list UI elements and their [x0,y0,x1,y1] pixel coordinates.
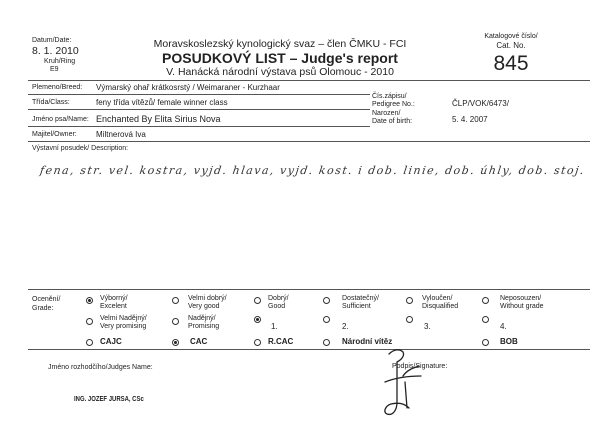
placement-2-radio[interactable] [323,316,330,323]
judge-stamp: ING. JOZEF JURSA, CSc [74,396,144,403]
title-cajc-label: CAJC [100,337,122,346]
class-label: Třída/Class: [32,99,70,106]
placement-3-label: 3. [424,322,431,331]
name-underline [28,126,370,127]
birth-label: Narozen/ [372,110,401,117]
grade-good-radio[interactable] [254,297,261,304]
pedigree-value: ČLP/VOK/6473/ [452,99,509,108]
signature-mark [375,342,435,422]
grade-excellent-en: Excelent [100,303,127,310]
placement-1-radio[interactable] [254,316,261,323]
very-promising-radio[interactable] [86,318,93,325]
title-bob-label: BOB [500,337,518,346]
grade-disqualified-radio[interactable] [406,297,413,304]
catalog-label-cz: Katalogové číslo/ [484,33,538,40]
breed-value: Výmarský ohař krátkosrstý / Weimaraner - Kurzhaar [96,83,280,92]
document-title: POSUDKOVÝ LIST – Judge's report [162,50,398,66]
ring-value: E9 [50,66,59,73]
grade-without-en: Without grade [500,303,544,310]
placement-4-label: 4. [500,322,507,331]
grade-without-radio[interactable] [482,297,489,304]
catalog-label-en: Cat. No. [496,41,526,50]
grade-sufficient-radio[interactable] [323,297,330,304]
placement-1-label: 1. [271,322,278,331]
birth-label-en: Date of birth: [372,118,413,125]
promising-cz: Nadějný/ [188,315,216,322]
title-rcac-radio[interactable] [254,339,261,346]
description-label: Výstavní posudek/ Description: [32,145,129,152]
title-national-winner-label: Národní vítěz [342,337,393,346]
grade-good-cz: Dobrý/ [268,295,289,302]
grade-very-good-cz: Velmi dobrý/ [188,295,227,302]
title-rcac-label: R.CAC [268,337,294,346]
date-value: 8. 1. 2010 [32,45,79,57]
owner-value: Miltnerová Iva [96,130,146,139]
grade-excellent-radio[interactable] [86,297,93,304]
title-cajc-radio[interactable] [86,339,93,346]
grade-label-en: Grade: [32,305,54,312]
very-promising-en: Very promising [100,323,147,330]
title-cac-label: CAC [190,337,208,346]
header-divider [28,80,590,81]
birth-value: 5. 4. 2007 [452,115,488,124]
pedigree-label: Pedigree No.: [372,101,415,108]
placement-3-radio[interactable] [406,316,413,323]
promising-radio[interactable] [172,318,179,325]
handwritten-description: fena, str. vel. kostra, vyjd. hlava, vyjd. kost. i dob. linie, dob. úhly, dob. stoj. [39,164,586,177]
breed-underline [28,94,370,95]
judge-name-label: Jméno rozhodčího/Judges Name: [48,364,153,371]
title-national-winner-radio[interactable] [323,339,330,346]
description-divider [28,289,590,290]
title-cac-radio[interactable] [172,339,179,346]
grade-label-cz: Ocenění/ [32,296,61,303]
class-underline [28,109,370,110]
organization-line: Moravskoslezský kynologický svaz – člen ČMKU - FCI [153,38,407,50]
grade-disqualified-en: Disqualified [422,303,459,310]
catalog-number: 845 [493,52,529,75]
date-label: Datum/Date: [32,37,72,44]
grade-excellent-cz: Výborný/ [100,295,128,302]
owner-label: Majitel/Owner: [32,131,77,138]
grade-very-good-en: Very good [188,303,220,310]
title-bob-radio[interactable] [482,339,489,346]
promising-en: Promising [188,323,220,330]
grade-very-good-radio[interactable] [172,297,179,304]
grading-divider [28,349,590,350]
placement-2-label: 2. [342,322,349,331]
ring-label: Kruh/Ring [44,58,76,65]
grade-without-cz: Neposouzen/ [500,295,542,302]
details-divider [28,141,590,142]
signature-label: Podpis/Signature: [392,363,448,370]
grade-sufficient-en: Sufficient [342,303,371,310]
show-line: V. Hanácká národní výstava psů Olomouc - 2010 [166,66,394,78]
breed-label: Plemeno/Breed: [32,84,83,91]
name-label: Jméno psa/Name: [32,116,89,123]
name-value: Enchanted By Elita Sirius Nova [96,114,221,124]
reg-label: Čís.zápisu/ [372,93,407,100]
class-value: feny třída vítězů/ female winner class [96,98,228,107]
placement-4-radio[interactable] [482,316,489,323]
grade-disqualified-cz: Vyloučen/ [422,295,453,302]
grade-good-en: Good [268,303,286,310]
very-promising-cz: Velmi Nadějný/ [100,315,147,322]
grade-sufficient-cz: Dostatečný/ [342,295,379,302]
